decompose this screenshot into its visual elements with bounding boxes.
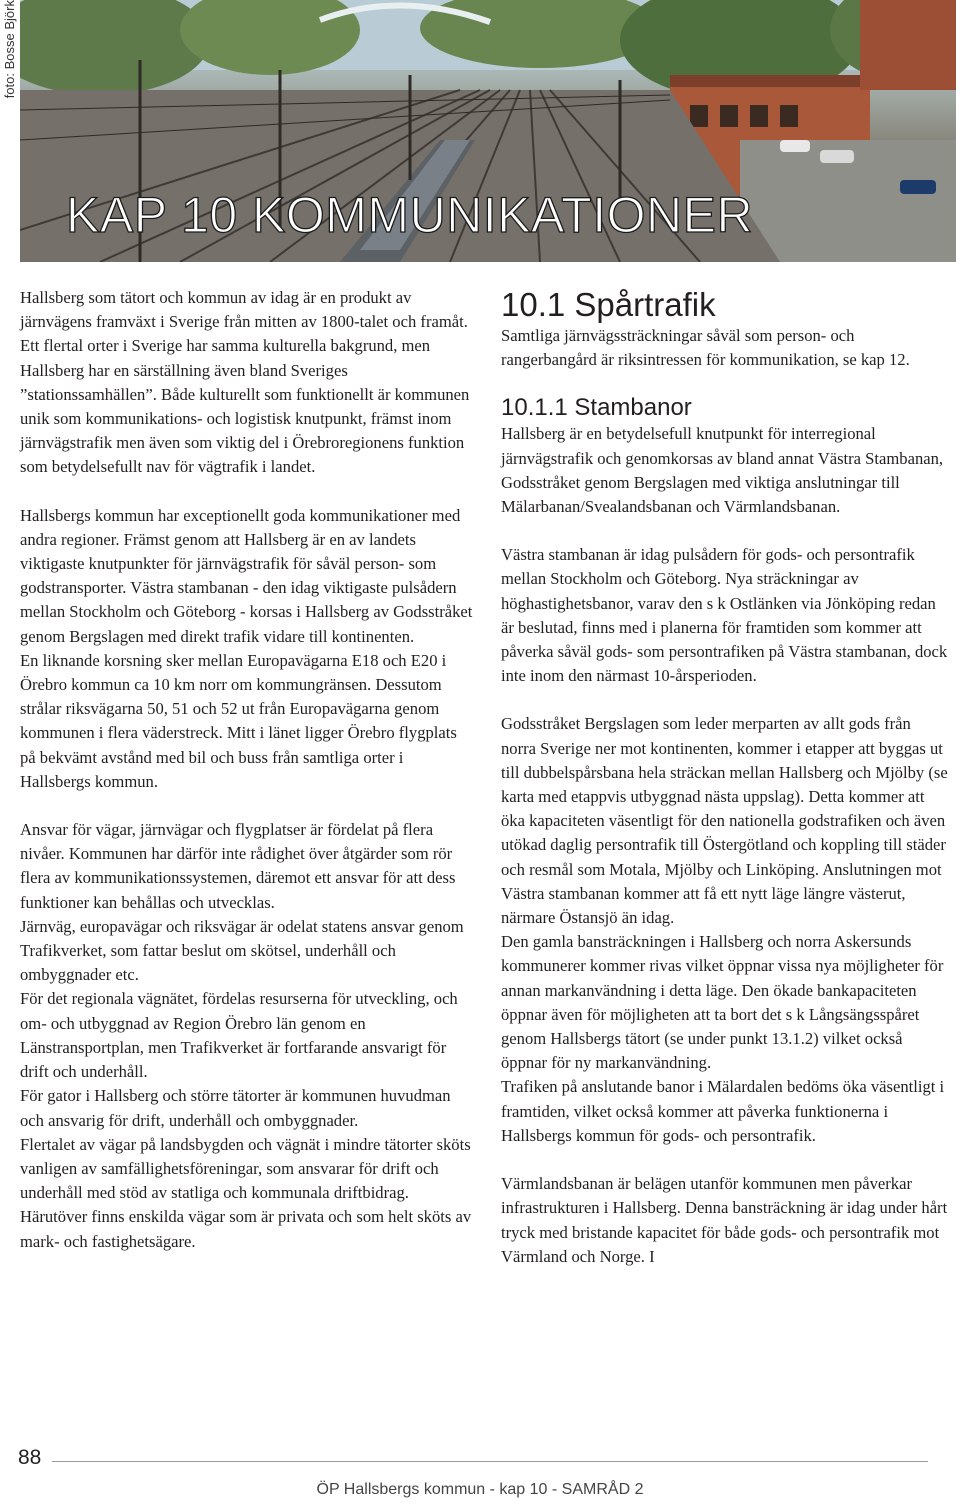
body-paragraph: Hallsberg är en betydelsefull knutpunkt för interregional järnvägstrafik och genomkorsas av bland annat Västra Stambanan, Godsstråket genom Bergslagen med viktiga anslutningar till Mälarbanan/Svealandsbanan och Värmlandsbanan. <box>501 424 944 517</box>
body-paragraph: Ansvar för vägar, järnvägar och flygplatser är fördelat på flera nivåer. Kommunen har därför inte rådighet över åtgärder som rör flera av kommunikationssystemen, däremot ett ansvar för att dess funktioner kan behållas och utvecklas. <box>20 820 456 912</box>
body-paragraph: En liknande korsning sker mellan Europavägarna E18 och E20 i Örebro kommun ca 10 km norr om kommungränsen. Dessutom strålar riksvägarna 50, 51 och 52 ut från Europavägarna genom kommunen i flera väderstreck. Mitt i länet ligger Örebro flygplats på bekvämt avstånd med bil och buss från samtliga orter i Hallsbergs kommun. <box>20 650 457 791</box>
body-paragraph: Den gamla bansträckningen i Hallsberg och norra Askersunds kommunerer kommer rivas vilket öppnar vissa nya möjligheter för annan markanvändning i detta läge. Den ökade bankapaciteten öppnar även för möjligheten att ta bort det s k Långsängsspåret genom Hallsbergs tätort (se under punkt 13.1.2) vilket också öppnar för ny markanvändning. <box>501 932 944 1073</box>
body-paragraph: Värmlandsbanan är belägen utanför kommunen men påverkar infrastrukturen i Hallsberg. Denna bansträckning är idag under hårt tryck med bristande kapacitet för både gods- och persontrafik mot Värmland och Norge. I <box>501 1174 948 1266</box>
section-heading: 10.1 Spårtrafik <box>501 286 716 323</box>
body-paragraph: Järnväg, europavägar och riksvägar är odelat statens ansvar genom Trafikverket, som fattar beslut om skötsel, underhåll och ombyggnader etc. <box>20 916 464 985</box>
footer-divider <box>52 1461 928 1462</box>
body-paragraph: Hallsbergs kommun har exceptionellt goda kommunikationer med andra regioner. Främst genom att Hallsberg är en av landets viktigaste knutpunkter för järnvägstrafik för såväl person- som godstransporter. Västra stambanan - den idag viktigaste pulsådern mellan Stockholm och Göteborg - korsas i Hallsberg av Godsstråket genom Bergslagen med direkt trafik vidare till kontinenten. <box>20 505 473 646</box>
body-paragraph: För det regionala vägnätet, fördelas resurserna för utveckling, och om- och utbyggnad av Region Örebro län genom en Länstransportplan, men Trafikverket är fortfarande ansvarigt för drift och underhåll. <box>20 989 458 1082</box>
hero-photo <box>20 0 956 262</box>
body-paragraph: Västra stambanan är idag pulsådern för gods- och persontrafik mellan Stockholm och Göteborg. Nya sträckningar av höghastighetsbanor, varav den s k Ostlänken via Jönköping redan är beslutad, finns med i planerna för framtiden som kommer att påverka såväl gods- som persontrafiken på Västra stambanan, dock inte inom den närmast 10-årsperioden. <box>501 545 948 686</box>
photo-credit-text: foto: Bosse Björk <box>1 0 17 99</box>
page-number: 88 <box>18 1446 42 1469</box>
photo-credit <box>0 0 18 262</box>
body-paragraph: Trafiken på anslutande banor i Mälardalen bedöms öka väsentligt i framtiden, vilket också kommer att påverka funktionerna i Hallsbergs kommun för gods- och persontrafik. <box>501 1077 945 1145</box>
footer-text: ÖP Hallsbergs kommun - kap 10 - SAMRÅD 2 <box>316 1481 644 1498</box>
left-column <box>20 286 476 1254</box>
section-intro: Samtliga järnvägssträckningar såväl som person- och rangerbangård är riksintressen för kommunikation, se kap 12. <box>501 326 910 370</box>
body-paragraph: Godsstråket Bergslagen som leder merparten av allt gods från norra Sverige ner mot kontinenten, kommer i etapper att byggas ut till dubbelspårsbana hela sträckan mellan Hallsberg och Mjölby (se karta med etappvis utbyggnad nästa uppslag). Detta kommer att öka kapaciteten väsentligt för den nationella godstrafiken och även utökad daglig persontrafik till Östergötland och koppling till städer och resmål som Motala, Mjölby och Linköping. Anslutningen mot Västra stambanan kommer att få ett nytt läge längre västerut, närmare Östansjö än idag. <box>501 714 948 928</box>
subsection-heading: 10.1.1 Stambanor <box>501 394 692 422</box>
body-paragraph: För gator i Hallsberg och större tätorter är kommunen huvudman och ansvarig för drift, underhåll och ombyggnader. <box>20 1086 451 1130</box>
right-column <box>501 286 949 1269</box>
intro-paragraph: Hallsberg som tätort och kommun av idag är en produkt av järnvägens framväxt i Sverige från mitten av 1800-talet och framåt. Ett flertal orter i Sverige har samma kulturella bakgrund, men Hallsberg har en särställning även bland Sveriges ”stationssamhällen”. Både kulturellt som funktionellt är kommunen unik som kommunikations- och logistisk knutpunkt, främst inom järnvägstrafik men även som viktig del i Örebroregionens funktion som betydelsefullt nav för vägtrafik i landet. <box>20 288 470 477</box>
body-paragraph: Flertalet av vägar på landsbygden och vägnät i mindre tätorter sköts vanligen av samfällighetsföreningar, som ansvarar för drift och underhåll med stöd av statliga och kommunala driftbidrag. Härutöver finns enskilda vägar som är privata och som helt sköts av mark- och fastighetsägare. <box>20 1134 472 1251</box>
chapter-title: KAP 10 KOMMUNIKATIONER <box>66 187 754 243</box>
